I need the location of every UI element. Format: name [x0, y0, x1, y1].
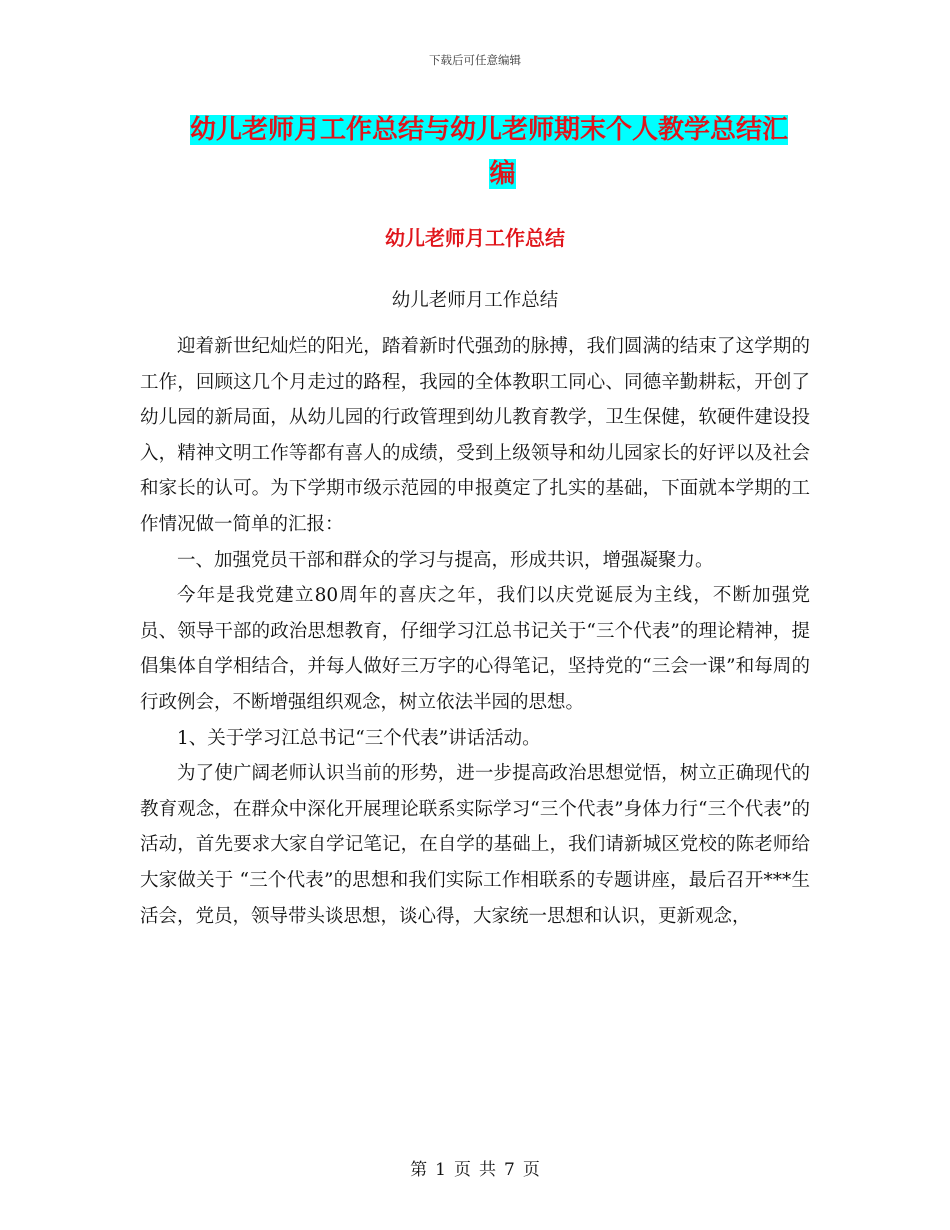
paragraph-study-activity: 为了使广阔老师认识当前的形势，进一步提高政治思想觉悟，树立正确现代的教育观念，在群众中深化开展理论联系实际学习“三个代表”身体力行“三个代表”的活动，首先要求大家自学记笔记，在自学的基础上，我们请新城区党校的陈老师给大家做关于 “三个代表”的思想和我们实际工作相联系的专题讲座，最后召开***生活会，党员，领导带头谈思想，谈心得，大家统一思想和认识，更新观念， [140, 763, 810, 927]
footer-label-total: 共 [479, 1160, 496, 1180]
sub-title: 幼儿老师月工作总结 [391, 290, 559, 311]
footer-label-page: 第 [410, 1160, 428, 1180]
document-body [140, 329, 810, 934]
footer-label-unit-2: 页 [522, 1160, 540, 1180]
footer-total-pages: 7 [504, 1160, 515, 1180]
section-title: 幼儿老师月工作总结 [385, 226, 565, 250]
footer-label-unit: 页 [454, 1160, 471, 1180]
page-header-note: 下载后可任意编辑 [429, 53, 521, 67]
paragraph-party-anniversary: 今年是我党建立80周年的喜庆之年，我们以庆党诞辰为主线，不断加强党员、领导干部的政治思想教育，仔细学习江总书记关于“三个代表”的理论精神，提倡集体自学相结合，并每人做好三万字的心得笔记，坚持党的“三会一课”和每周的行政例会，不断增强组织观念，树立依法半园的思想。 [140, 585, 810, 713]
paragraph-intro: 迎着新世纪灿烂的阳光，踏着新时代强劲的脉搏，我们圆满的结束了这学期的工作，回顾这几个月走过的路程，我园的全体教职工同心、同德辛勤耕耘，开创了幼儿园的新局面，从幼儿园的行政管理到幼儿教育教学，卫生保健，软硬件建设投入，精神文明工作等都有喜人的成绩，受到上级领导和幼儿园家长的好评以及社会和家长的认可。为下学期市级示范园的申报奠定了扎实的基础，下面就本学期的工作情况做一简单的汇报： [140, 336, 810, 535]
paragraph-heading-1-1: 1、关于学习江总书记“三个代表”讲话活动。 [177, 727, 541, 749]
paragraph-heading-1: 一、加强党员干部和群众的学习与提高，形成共识，增强凝聚力。 [177, 549, 714, 571]
footer-page-number: 1 [435, 1160, 446, 1180]
document-title-line-1: 幼儿老师月工作总结与幼儿老师期末个人教学总结汇 [190, 115, 789, 145]
document-title-line-2: 编 [489, 159, 516, 189]
page-footer [0, 1155, 950, 1180]
document-title [190, 108, 815, 196]
